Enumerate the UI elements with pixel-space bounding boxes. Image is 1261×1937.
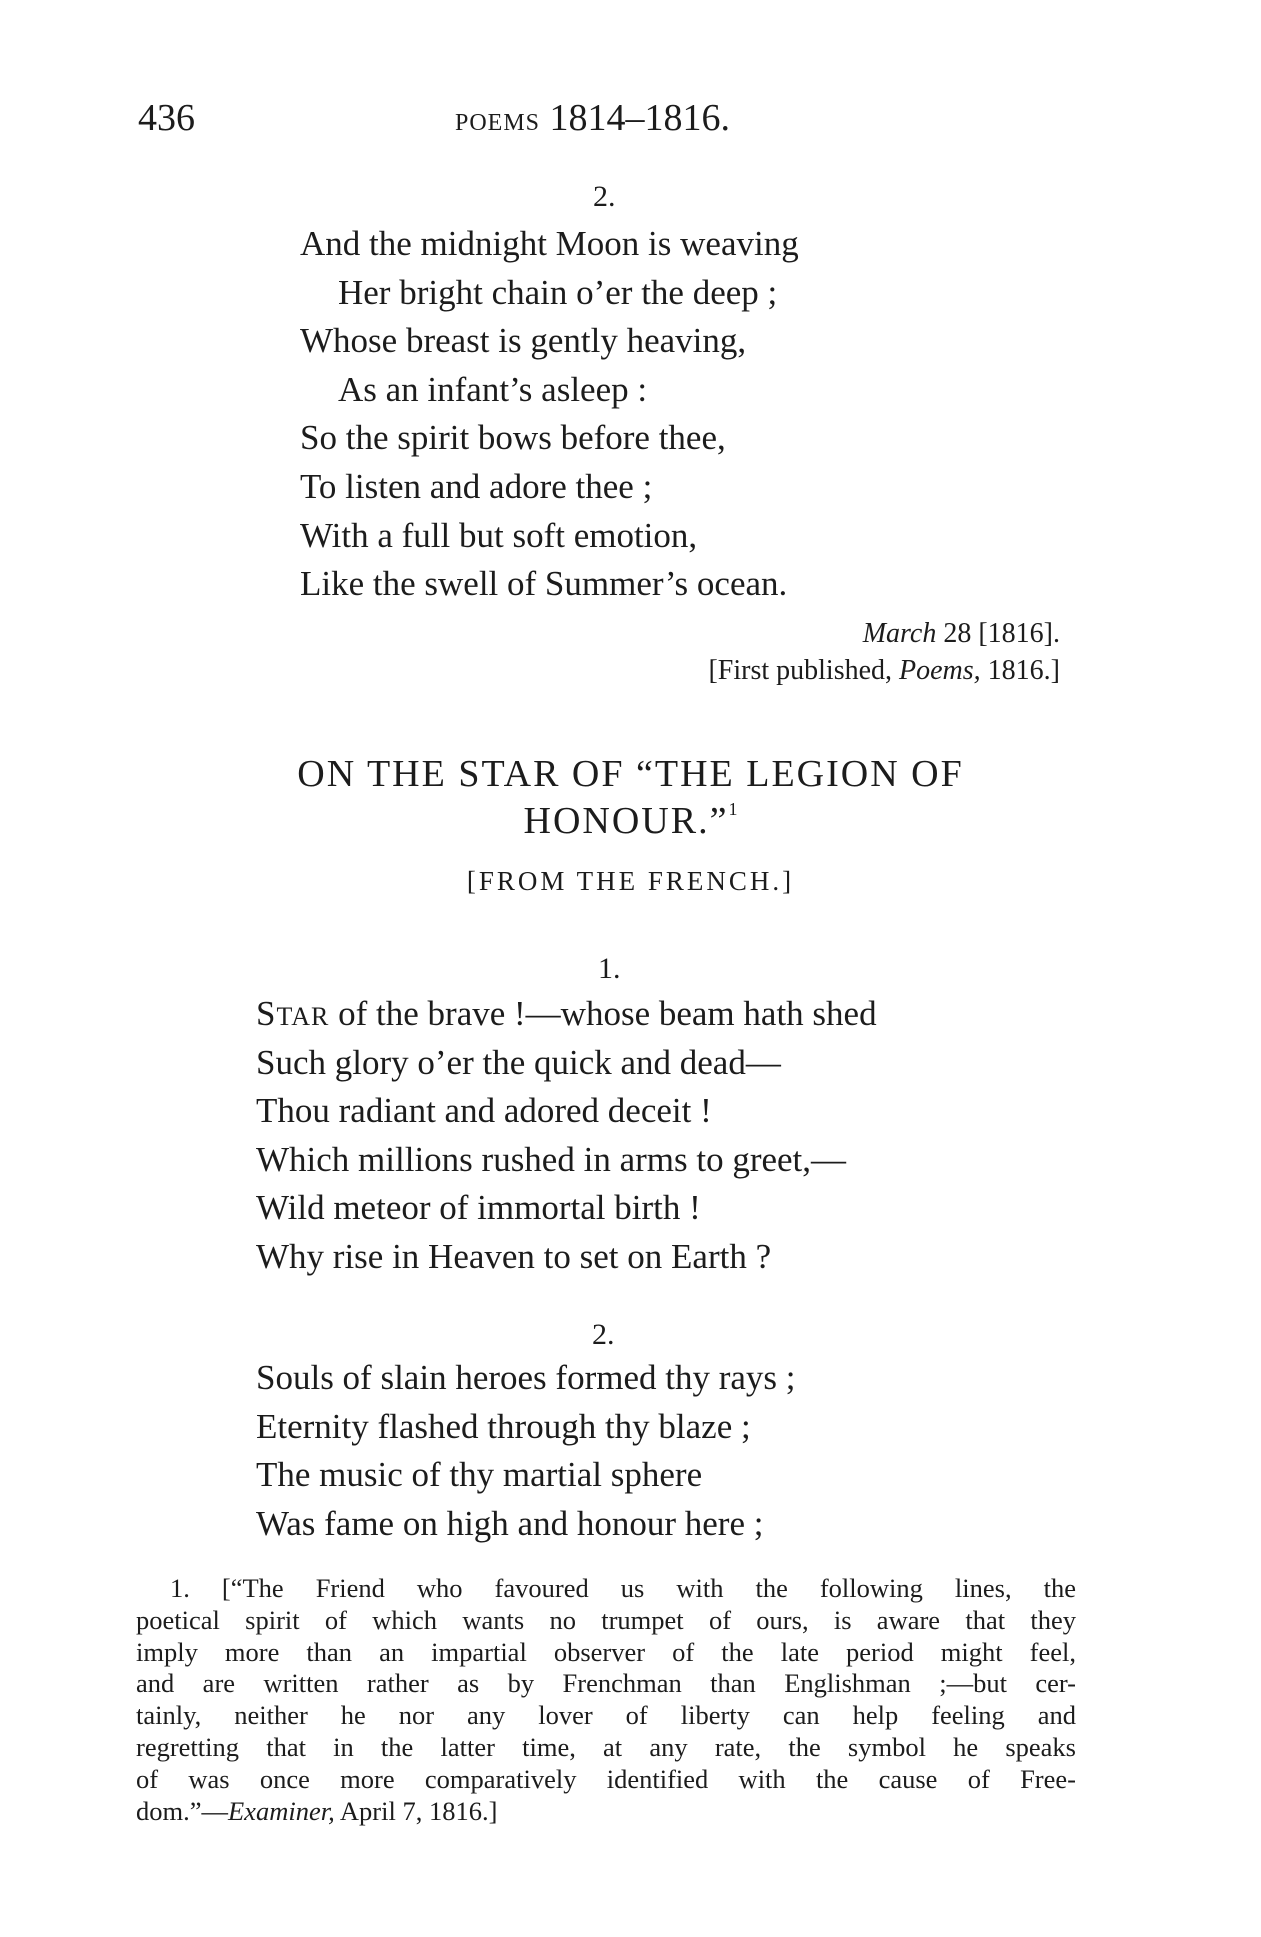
footnote-source: Examiner, [228,1795,335,1826]
verse-line: As an infant’s asleep : [338,369,648,409]
running-head [455,96,730,140]
footnote-line: imply more than an impartial observer of the late period might feel, [136,1636,1076,1667]
verse-line: Souls of slain heroes formed thy rays ; [256,1358,796,1397]
publication-suffix: 1816.] [980,655,1060,686]
poem-title-line-2 [0,799,1261,843]
verse-line [256,990,877,1039]
footnote-last-suffix: April 7, 1816.] [334,1795,498,1826]
first-line-rest: of the brave !—whose beam hath shed [329,994,877,1033]
verse-line: Like the swell of Summer’s ocean. [300,564,788,604]
page-number: 436 [138,97,195,139]
stanza-number: 1. [598,952,621,985]
publication-prefix: [First published, [708,655,900,686]
verse-line: Eternity flashed through thy blaze ; [256,1406,751,1446]
stanza-number: 2. [593,180,616,213]
verse-line: Why rise in Heaven to set on Earth ? [256,1236,772,1276]
running-head-word: POEMS [455,110,541,136]
first-word-smallcaps: STAR [256,994,330,1033]
footnote [136,1573,1076,1827]
verse-line: Her bright chain o’er the deep ; [338,272,778,312]
poem-subtitle: [FROM THE FRENCH.] [466,866,795,896]
publication-note [708,655,1060,687]
footnote-line: regretting that in the latter time, at any rate, the symbol he speaks [136,1731,1076,1762]
footnote-line: 1. [“The Friend who favoured us with the following lines, the [170,1573,1076,1603]
stanza-previous-poem [300,220,799,609]
footnote-line: of was once more comparatively identified with the cause of Free- [136,1763,1076,1794]
verse-line: The music of thy martial sphere [256,1455,703,1495]
verse-line: And the midnight Moon is weaving [300,224,799,263]
stanza-1 [256,990,877,1282]
verse-line: Was fame on high and honour here ; [256,1503,764,1543]
publication-title: Poems, [899,655,981,686]
poem-date [863,618,1060,650]
verse-line: Whose breast is gently heaving, [300,321,747,361]
footnote-ref: 1 [728,799,738,819]
poem-title-text: HONOUR.” [523,800,729,842]
verse-line: Which millions rushed in arms to greet,— [256,1139,847,1179]
footnote-line: and are written rather as by Frenchman than Englishman ;—but cer- [136,1668,1076,1699]
footnote-line: tainly, neither he nor any lover of liberty can help feeling and [136,1700,1076,1731]
stanza-2 [256,1354,796,1548]
footnote-line-last [136,1796,1076,1828]
stanza-number: 2. [592,1318,615,1351]
footnote-line: poetical spirit of which wants no trumpet of ours, is aware that they [136,1604,1076,1635]
verse-line: To listen and adore thee ; [300,466,653,506]
poem-date-rest: 28 [1816]. [936,618,1060,649]
verse-line: So the spirit bows before thee, [300,418,726,458]
running-head-years: 1814–1816. [549,97,731,139]
verse-line: Such glory o’er the quick and dead— [256,1042,781,1082]
verse-line: Thou radiant and adored deceit ! [256,1091,712,1131]
poem-title-line-1: ON THE STAR OF “THE LEGION OF [297,753,964,795]
poem-date-month: March [862,618,937,649]
verse-line: With a full but soft emotion, [300,515,698,555]
first-word-rest: TAR [276,1002,330,1031]
footnote-last-prefix: dom.”— [136,1795,228,1826]
verse-line: Wild meteor of immortal birth ! [256,1188,701,1228]
